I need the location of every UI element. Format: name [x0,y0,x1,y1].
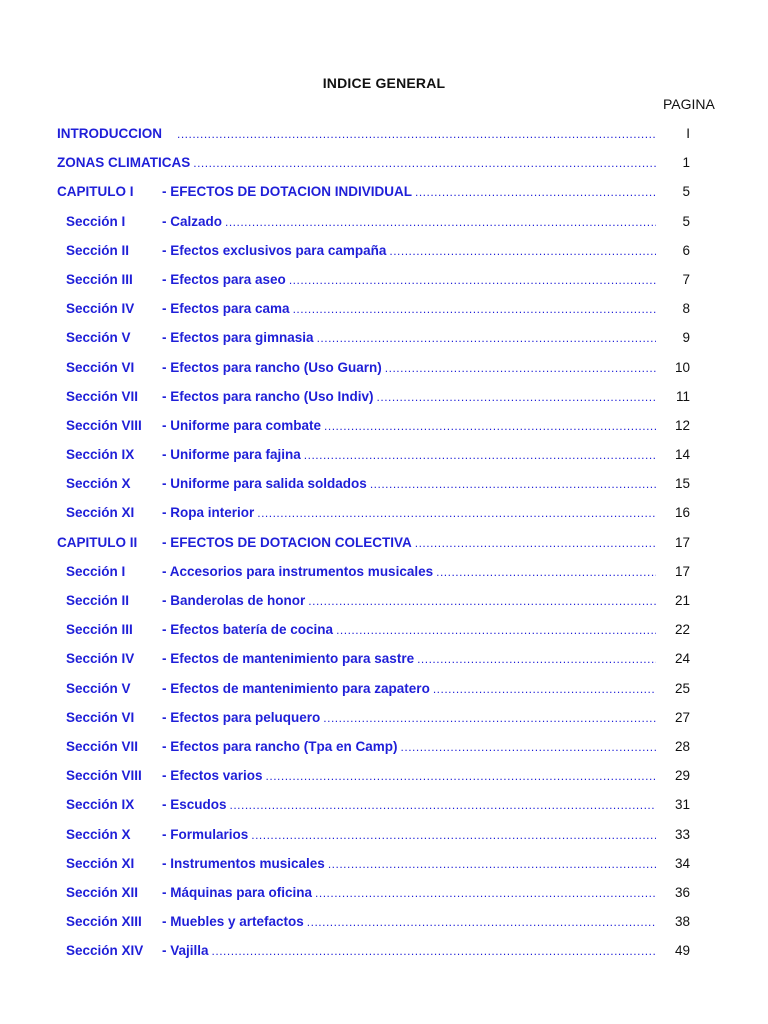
toc-entry-label: Sección VI [66,709,135,725]
toc-entry-label: Sección X [66,826,131,842]
toc-entry-section[interactable] [0,702,768,731]
toc-entry-label: Sección VIII [66,768,142,784]
toc-entry-section[interactable] [0,293,768,322]
toc-entry-label: Sección IX [66,797,135,813]
toc-entry-line [162,505,656,520]
toc-entry-page: 11 [675,388,690,404]
toc-entry-page: 16 [674,505,690,521]
dot-leader [328,858,656,870]
toc-entry-title: - Instrumentos musicales [162,855,325,871]
toc-entry-label: CAPITULO I [57,184,134,200]
toc-entry-title: - Uniforme para fajina [162,447,301,463]
toc-entry-line [162,943,656,958]
dot-leader [417,653,656,665]
toc-entry-section[interactable] [0,439,768,468]
dot-leader [317,332,656,344]
toc-entry-introduccion[interactable] [0,118,768,147]
toc-entry-page: 33 [674,826,690,842]
toc-entry-title: - Uniforme para salida soldados [162,476,367,492]
dot-leader [415,537,656,549]
toc-entry-section[interactable] [0,614,768,643]
dot-leader [307,916,656,928]
toc-entry-line [162,622,656,637]
toc-entry-label: Sección II [66,242,130,258]
toc-entry-section[interactable] [0,789,768,818]
toc-entry-title: - Ropa interior [162,505,255,521]
toc-entry-line [162,184,656,199]
toc-entry-label: Sección XIII [66,914,142,930]
toc-entry-line [162,535,656,550]
toc-entry-title: - Vajilla [162,943,209,959]
toc-entry-page: 17 [674,534,690,550]
toc-entry-page: 25 [674,680,690,696]
toc-entry-section[interactable] [0,935,768,964]
toc-entry-section[interactable] [0,819,768,848]
dot-leader [289,274,656,286]
dot-leader [304,449,656,461]
toc-entry-section[interactable] [0,322,768,351]
dot-leader [389,245,656,257]
toc-entry-line [162,797,656,812]
toc-entry-title: - Efectos para rancho (Tpa en Camp) [162,738,398,754]
toc-entry-title: - Efectos para gimnasia [162,330,314,346]
toc-entry-label: Sección III [66,622,133,638]
page-column-header: PAGINA [663,96,715,112]
toc-entry-title: - Muebles y artefactos [162,914,304,930]
toc-entry-section[interactable] [0,497,768,526]
toc-entry-line [57,155,656,170]
dot-leader [385,362,656,374]
toc-entry-title: - Efectos para rancho (Uso Guarn) [162,359,382,375]
toc-entry-section[interactable] [0,556,768,585]
toc-entry-line [162,360,656,375]
toc-entry-page: 12 [674,417,690,433]
toc-entry-section[interactable] [0,264,768,293]
toc-entry-page: 7 [682,271,690,287]
toc-entry-line [162,447,656,462]
toc-entry-title: - Efectos para rancho (Uso Indiv) [162,388,374,404]
dot-leader [225,216,656,228]
toc-entry-line [162,710,656,725]
dot-leader [308,595,656,607]
toc-entry-capitulo-2[interactable] [0,527,768,556]
toc-entry-section[interactable] [0,585,768,614]
toc-entry-line [162,330,656,345]
toc-entry-page: 8 [682,301,690,317]
toc-entry-line [162,593,656,608]
toc-entry-title: - Efectos batería de cocina [162,622,334,638]
toc-entry-title: - Efectos de mantenimiento para sastre [162,651,415,667]
dot-leader [315,887,656,899]
toc-entry-page: 38 [674,914,690,930]
toc-entry-page: 14 [674,447,690,463]
toc-entry-title: - Uniforme para combate [162,417,322,433]
toc-entry-section[interactable] [0,206,768,235]
toc-entry-line [162,914,656,929]
toc-entry-page: 22 [674,622,690,638]
toc-entry-line [162,272,656,287]
toc-entry-line [57,126,656,141]
toc-entry-title: - Escudos [162,797,227,813]
dot-leader [336,624,656,636]
dot-leader [323,712,656,724]
toc-entry-label: Sección I [66,213,126,229]
toc-entry-line [162,243,656,258]
toc-entry-title: - Efectos exclusivos para campaña [162,242,387,258]
toc-entry-page: 31 [674,797,690,813]
dot-leader [370,478,656,490]
toc-entry-title: - Calzado [162,213,223,229]
dot-leader [293,303,656,315]
toc-entry-line [162,301,656,316]
toc-entry-section[interactable] [0,352,768,381]
dot-leader [266,770,656,782]
toc-entry-title: - Efectos varios [162,768,263,784]
toc-entry-page: 34 [674,855,690,871]
toc-entry-title: - Formularios [162,826,249,842]
toc-entry-label: Sección II [66,593,130,608]
dot-leader [415,186,656,198]
toc-entry-label: Sección X [66,476,131,492]
toc-entry-line [162,856,656,871]
toc-entry-line [162,418,656,433]
toc-entry-title: - Efectos para peluquero [162,709,321,725]
toc-entry-label: INTRODUCCION [57,126,162,141]
toc-entry-label: Sección VII [66,388,139,404]
toc-entry-label: Sección XIV [66,943,144,959]
toc-entry-line [162,739,656,754]
toc-entry-line [162,885,656,900]
toc-entry-section[interactable] [0,643,768,672]
toc-entry-section[interactable] [0,381,768,410]
toc-entry-label: CAPITULO II [57,534,138,550]
toc-entry-section[interactable] [0,760,768,789]
toc-entry-page: 5 [682,184,690,200]
toc-entry-line [162,651,656,666]
toc-entry-title: - Banderolas de honor [162,593,306,608]
toc-entry-section[interactable] [0,235,768,264]
dot-leader [212,945,656,957]
toc-entry-label: Sección XII [66,884,139,900]
toc-entry-label: Sección I [66,563,126,579]
toc-entry-page: 5 [682,213,690,229]
toc-entry-page: 15 [674,476,690,492]
dot-leader [230,799,656,811]
toc-entry-label: Sección IX [66,447,135,463]
toc-entry-label: Sección V [66,680,131,696]
toc-entry-page: 6 [682,242,690,258]
toc-entry-section[interactable] [0,410,768,439]
dot-leader [377,391,656,403]
dot-leader [433,683,656,695]
dot-leader [257,507,656,519]
toc-entry-title: - Efectos de mantenimiento para zapatero [162,680,430,696]
toc-entry-line [162,389,656,404]
toc-entry-page: 17 [674,563,690,579]
toc-entry-page: 49 [674,943,690,959]
dot-leader [251,829,656,841]
toc-entry-page: 9 [682,330,690,346]
toc-entry-page: 10 [674,359,690,375]
toc-entry-label: Sección VI [66,359,135,375]
toc-entry-section[interactable] [0,906,768,935]
dot-leader [401,741,656,753]
toc-entry-page: 21 [674,593,690,608]
toc-entry-label: Sección VII [66,738,139,754]
toc-entry-title: - Efectos para cama [162,301,290,317]
toc-entry-label: Sección VIII [66,417,142,433]
toc-entry-title: - EFECTOS DE DOTACION INDIVIDUAL [162,184,413,200]
toc-entry-label: Sección XI [66,505,135,521]
toc-entry-page: 1 [682,155,690,171]
toc-entry-section[interactable] [0,468,768,497]
toc-entry-section[interactable] [0,848,768,877]
document-title: INDICE GENERAL [322,75,446,91]
toc-entry-label: Sección IV [66,301,135,317]
toc-entry-page: 24 [674,651,690,667]
toc-entry-title: - EFECTOS DE DOTACION COLECTIVA [162,534,412,550]
toc-entry-line [162,214,656,229]
toc-entry-section[interactable] [0,673,768,702]
toc-entry-section[interactable] [0,731,768,760]
toc-entry-title: - Máquinas para oficina [162,884,313,900]
toc-entry-label: Sección III [66,271,133,287]
toc-entry-label: ZONAS CLIMATICAS [57,155,191,171]
dot-leader [436,566,656,578]
toc-entry-title: - Efectos para aseo [162,271,286,287]
toc-entry-page: I [686,126,690,141]
toc-entry-line [162,827,656,842]
toc-entry-page: 28 [674,738,690,754]
toc-entry-page: 29 [674,768,690,784]
toc-entry-capitulo-1[interactable] [0,176,768,205]
toc-entry-page: 27 [674,709,690,725]
toc-entry-line [162,564,656,579]
toc-entry-label: Sección V [66,330,131,346]
toc-entry-title: - Accesorios para instrumentos musicales [162,563,434,579]
toc-entry-page: 36 [674,884,690,900]
dot-leader [193,157,656,169]
toc-entry-label: Sección XI [66,855,135,871]
toc-entry-label: Sección IV [66,651,135,667]
dot-leader [324,420,656,432]
toc-entry-section[interactable] [0,877,768,906]
toc-entry-line [162,476,656,491]
table-of-contents [0,118,768,964]
toc-entry-zonas-climaticas[interactable] [0,147,768,176]
toc-entry-line [162,681,656,696]
dot-leader [165,128,656,140]
toc-entry-line [162,768,656,783]
